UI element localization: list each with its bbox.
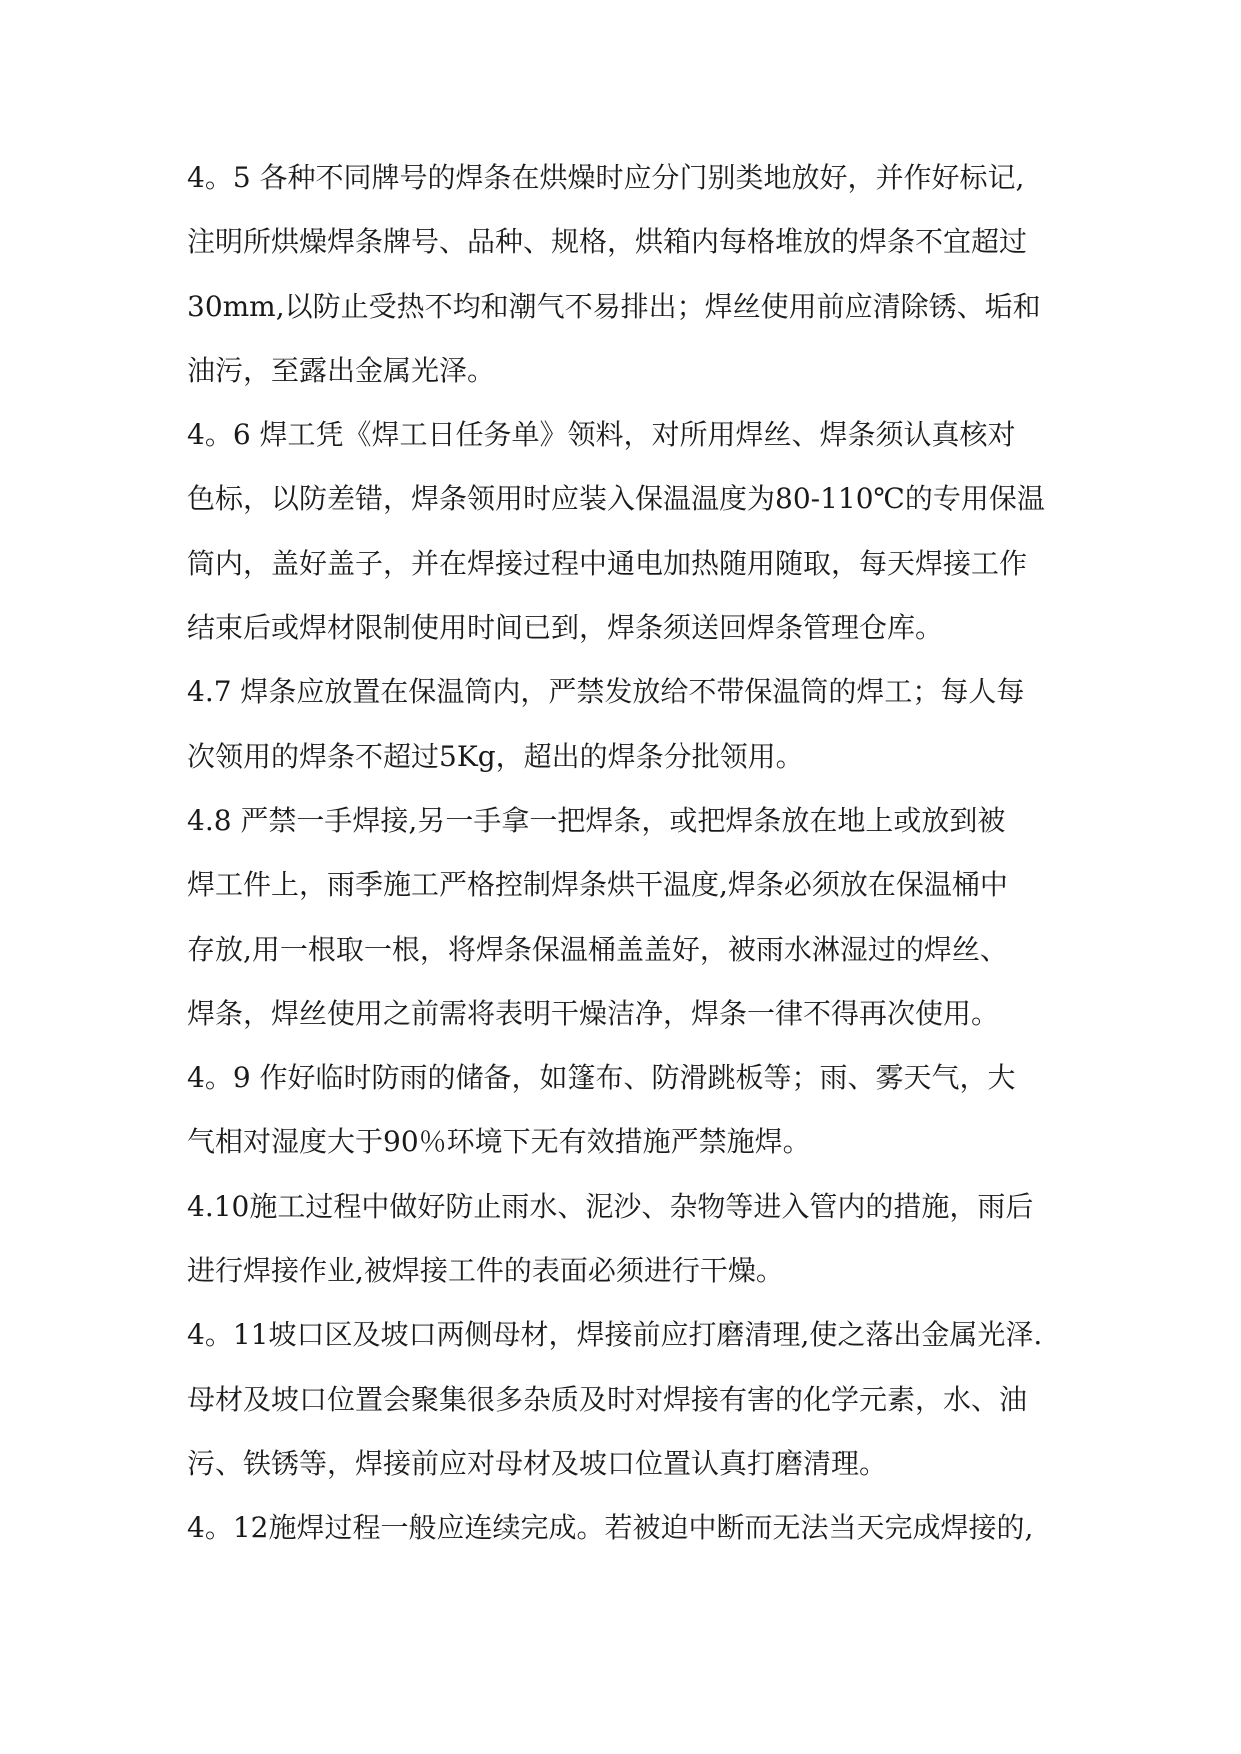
body-text	[187, 146, 1067, 1561]
text-line: 4。6 焊工凭《焊工日任务单》领料，对所用焊丝、焊条须认真核对	[187, 418, 1016, 452]
text-line: 母材及坡口位置会聚集很多杂质及时对焊接有害的化学元素，水、油	[187, 1382, 1028, 1416]
text-line: 焊工件上，雨季施工严格控制焊条烘干温度,焊条必须放在保温桶中	[187, 868, 1008, 902]
text-line: 次领用的焊条不超过5Kg，超出的焊条分批领用。	[187, 739, 804, 773]
text-line: 色标，以防差错，焊条领用时应装入保温温度为80-110℃的专用保温	[187, 482, 1045, 516]
text-line: 结束后或焊材限制使用时间已到，焊条须送回焊条管理仓库。	[187, 611, 944, 645]
text-line: 4。5 各种不同牌号的焊条在烘燥时应分门别类地放好，并作好标记,	[187, 161, 1025, 194]
text-line: 4。12施焊过程一般应连续完成。若被迫中断而无法当天完成焊接的,	[187, 1511, 1034, 1545]
text-line: 注明所烘燥焊条牌号、品种、规格，烘箱内每格堆放的焊条不宜超过	[187, 225, 1028, 259]
text-line: 气相对湿度大于90％环境下无有效措施严禁施焊。	[187, 1125, 811, 1159]
text-line: 4。11坡口区及坡口两侧母材，焊接前应打磨清理,使之落出金属光泽.	[187, 1318, 1043, 1352]
text-line: 油污，至露出金属光泽。	[187, 353, 496, 387]
text-line: 4.7 焊条应放置在保温筒内，严禁发放给不带保温筒的焊工；每人每	[187, 675, 1025, 709]
text-line: 筒内，盖好盖子，并在焊接过程中通电加热随用随取，每天焊接工作	[187, 546, 1028, 580]
text-line: 4.10施工过程中做好防止雨水、泥沙、杂物等进入管内的措施，雨后	[187, 1189, 1034, 1223]
text-line: 4.8 严禁一手焊接,另一手拿一把焊条，或把焊条放在地上或放到被	[187, 803, 1006, 837]
text-line: 焊条，焊丝使用之前需将表明干燥洁净，焊条一律不得再次使用。	[187, 996, 1000, 1030]
text-line: 4。9 作好临时防雨的储备，如篷布、防滑跳板等；雨、雾天气，大	[187, 1061, 1016, 1095]
text-line: 30mm,以防止受热不均和潮气不易排出；焊丝使用前应清除锈、垢和	[187, 289, 1041, 323]
text-line: 进行焊接作业,被焊接工件的表面必须进行干燥。	[187, 1254, 784, 1288]
text-line: 污、铁锈等，焊接前应对母材及坡口位置认真打磨清理。	[187, 1446, 888, 1480]
text-line: 存放,用一根取一根，将焊条保温桶盖盖好，被雨水淋湿过的焊丝、	[187, 932, 1008, 966]
